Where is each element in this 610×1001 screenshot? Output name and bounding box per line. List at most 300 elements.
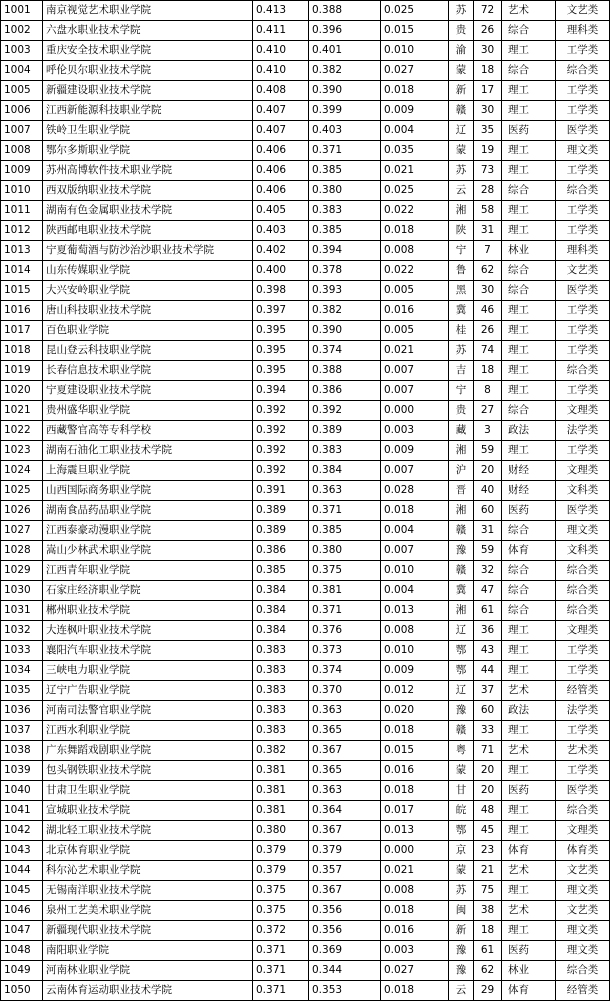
province-cell: 沪 <box>449 461 474 481</box>
subscore-b-cell: 0.009 <box>381 441 449 461</box>
school-name-cell: 北京体育职业学院 <box>43 841 253 861</box>
table-row <box>1 741 610 761</box>
type-cell: 理工 <box>502 881 556 901</box>
subscore-a-cell: 0.383 <box>309 441 381 461</box>
province-cell: 陕 <box>449 221 474 241</box>
category-cell: 文科类 <box>556 541 610 561</box>
subscore-b-cell: 0.021 <box>381 161 449 181</box>
province-rank-cell: 26 <box>474 321 502 341</box>
score-cell: 0.379 <box>253 841 309 861</box>
school-name-cell: 新疆建设职业技术学院 <box>43 81 253 101</box>
category-cell: 工学类 <box>556 41 610 61</box>
province-rank-cell: 47 <box>474 581 502 601</box>
subscore-b-cell: 0.007 <box>381 381 449 401</box>
school-name-cell: 重庆安全技术职业学院 <box>43 41 253 61</box>
category-cell: 文理类 <box>556 821 610 841</box>
province-cell: 京 <box>449 841 474 861</box>
province-rank-cell: 29 <box>474 981 502 1001</box>
score-cell: 0.410 <box>253 61 309 81</box>
table-row <box>1 861 610 881</box>
table-row <box>1 441 610 461</box>
province-rank-cell: 59 <box>474 541 502 561</box>
province-rank-cell: 7 <box>474 241 502 261</box>
type-cell: 理工 <box>502 761 556 781</box>
rank-cell: 1048 <box>1 941 43 961</box>
table-row <box>1 21 610 41</box>
score-cell: 0.392 <box>253 441 309 461</box>
province-cell: 渝 <box>449 41 474 61</box>
province-rank-cell: 20 <box>474 761 502 781</box>
score-cell: 0.395 <box>253 361 309 381</box>
score-cell: 0.375 <box>253 881 309 901</box>
score-cell: 0.371 <box>253 981 309 1001</box>
school-name-cell: 石家庄经济职业学院 <box>43 581 253 601</box>
score-cell: 0.406 <box>253 141 309 161</box>
table-row <box>1 141 610 161</box>
type-cell: 理工 <box>502 201 556 221</box>
school-name-cell: 山西国际商务职业学院 <box>43 481 253 501</box>
score-cell: 0.394 <box>253 381 309 401</box>
type-cell: 理工 <box>502 221 556 241</box>
category-cell: 综合类 <box>556 601 610 621</box>
subscore-b-cell: 0.018 <box>381 901 449 921</box>
category-cell: 工学类 <box>556 81 610 101</box>
type-cell: 理工 <box>502 441 556 461</box>
score-cell: 0.410 <box>253 41 309 61</box>
province-cell: 宁 <box>449 381 474 401</box>
subscore-a-cell: 0.383 <box>309 201 381 221</box>
table-row <box>1 521 610 541</box>
score-cell: 0.403 <box>253 221 309 241</box>
school-name-cell: 嵩山少林武术职业学院 <box>43 541 253 561</box>
subscore-a-cell: 0.376 <box>309 621 381 641</box>
category-cell: 工学类 <box>556 321 610 341</box>
table-row <box>1 561 610 581</box>
subscore-a-cell: 0.380 <box>309 181 381 201</box>
school-name-cell: 辽宁广告职业学院 <box>43 681 253 701</box>
subscore-a-cell: 0.399 <box>309 101 381 121</box>
school-name-cell: 广东舞蹈戏剧职业学院 <box>43 741 253 761</box>
province-rank-cell: 74 <box>474 341 502 361</box>
province-rank-cell: 60 <box>474 701 502 721</box>
province-rank-cell: 40 <box>474 481 502 501</box>
table-row <box>1 941 610 961</box>
province-rank-cell: 18 <box>474 61 502 81</box>
rank-cell: 1008 <box>1 141 43 161</box>
category-cell: 综合类 <box>556 361 610 381</box>
subscore-b-cell: 0.010 <box>381 41 449 61</box>
rank-cell: 1035 <box>1 681 43 701</box>
score-cell: 0.383 <box>253 661 309 681</box>
subscore-a-cell: 0.369 <box>309 941 381 961</box>
province-cell: 云 <box>449 981 474 1001</box>
rank-cell: 1038 <box>1 741 43 761</box>
subscore-a-cell: 0.382 <box>309 61 381 81</box>
subscore-a-cell: 0.392 <box>309 401 381 421</box>
type-cell: 理工 <box>502 621 556 641</box>
subscore-b-cell: 0.027 <box>381 961 449 981</box>
table-row <box>1 361 610 381</box>
rank-cell: 1010 <box>1 181 43 201</box>
type-cell: 林业 <box>502 961 556 981</box>
province-rank-cell: 43 <box>474 641 502 661</box>
school-name-cell: 郴州职业技术学院 <box>43 601 253 621</box>
subscore-a-cell: 0.365 <box>309 721 381 741</box>
score-cell: 0.413 <box>253 1 309 21</box>
table-row <box>1 321 610 341</box>
score-cell: 0.402 <box>253 241 309 261</box>
school-name-cell: 湖南食品药品职业学院 <box>43 501 253 521</box>
province-cell: 鄂 <box>449 821 474 841</box>
table-row <box>1 421 610 441</box>
subscore-a-cell: 0.374 <box>309 661 381 681</box>
subscore-a-cell: 0.388 <box>309 361 381 381</box>
score-cell: 0.384 <box>253 601 309 621</box>
type-cell: 财经 <box>502 481 556 501</box>
subscore-b-cell: 0.004 <box>381 581 449 601</box>
province-rank-cell: 44 <box>474 661 502 681</box>
province-cell: 贵 <box>449 21 474 41</box>
province-rank-cell: 26 <box>474 21 502 41</box>
rank-cell: 1039 <box>1 761 43 781</box>
school-name-cell: 鄂尔多斯职业学院 <box>43 141 253 161</box>
school-name-cell: 无锡南洋职业技术学院 <box>43 881 253 901</box>
rank-cell: 1019 <box>1 361 43 381</box>
category-cell: 工学类 <box>556 201 610 221</box>
province-cell: 辽 <box>449 621 474 641</box>
type-cell: 综合 <box>502 561 556 581</box>
province-cell: 皖 <box>449 801 474 821</box>
rank-cell: 1042 <box>1 821 43 841</box>
category-cell: 文艺类 <box>556 1 610 21</box>
school-name-cell: 江西新能源科技职业学院 <box>43 101 253 121</box>
rank-cell: 1015 <box>1 281 43 301</box>
rank-cell: 1024 <box>1 461 43 481</box>
category-cell: 综合类 <box>556 181 610 201</box>
score-cell: 0.379 <box>253 861 309 881</box>
table-row <box>1 81 610 101</box>
score-cell: 0.406 <box>253 161 309 181</box>
score-cell: 0.383 <box>253 681 309 701</box>
type-cell: 综合 <box>502 401 556 421</box>
rank-cell: 1013 <box>1 241 43 261</box>
subscore-a-cell: 0.344 <box>309 961 381 981</box>
school-name-cell: 山东传媒职业学院 <box>43 261 253 281</box>
school-name-cell: 百色职业学院 <box>43 321 253 341</box>
subscore-b-cell: 0.016 <box>381 921 449 941</box>
province-rank-cell: 62 <box>474 261 502 281</box>
subscore-a-cell: 0.374 <box>309 341 381 361</box>
category-cell: 文艺类 <box>556 261 610 281</box>
table-row <box>1 121 610 141</box>
type-cell: 理工 <box>502 721 556 741</box>
type-cell: 综合 <box>502 581 556 601</box>
province-cell: 闽 <box>449 901 474 921</box>
rank-cell: 1011 <box>1 201 43 221</box>
school-name-cell: 湖北轻工职业技术学院 <box>43 821 253 841</box>
province-cell: 豫 <box>449 941 474 961</box>
type-cell: 财经 <box>502 461 556 481</box>
rank-cell: 1029 <box>1 561 43 581</box>
school-name-cell: 江西水利职业学院 <box>43 721 253 741</box>
table-row <box>1 541 610 561</box>
school-name-cell: 科尔沁艺术职业学院 <box>43 861 253 881</box>
subscore-b-cell: 0.000 <box>381 841 449 861</box>
table-row <box>1 641 610 661</box>
type-cell: 综合 <box>502 21 556 41</box>
category-cell: 综合类 <box>556 961 610 981</box>
table-row <box>1 481 610 501</box>
school-name-cell: 贵州盛华职业学院 <box>43 401 253 421</box>
province-rank-cell: 38 <box>474 901 502 921</box>
table-row <box>1 601 610 621</box>
province-cell: 新 <box>449 921 474 941</box>
rank-cell: 1049 <box>1 961 43 981</box>
rank-cell: 1021 <box>1 401 43 421</box>
category-cell: 文理类 <box>556 461 610 481</box>
school-name-cell: 南京视觉艺术职业学院 <box>43 1 253 21</box>
subscore-b-cell: 0.013 <box>381 821 449 841</box>
category-cell: 理科类 <box>556 21 610 41</box>
rank-cell: 1016 <box>1 301 43 321</box>
subscore-b-cell: 0.009 <box>381 661 449 681</box>
subscore-b-cell: 0.018 <box>381 721 449 741</box>
score-cell: 0.407 <box>253 101 309 121</box>
school-name-cell: 襄阳汽车职业技术学院 <box>43 641 253 661</box>
type-cell: 理工 <box>502 661 556 681</box>
province-cell: 冀 <box>449 301 474 321</box>
province-cell: 鄂 <box>449 641 474 661</box>
subscore-b-cell: 0.018 <box>381 981 449 1001</box>
score-cell: 0.383 <box>253 701 309 721</box>
type-cell: 理工 <box>502 801 556 821</box>
subscore-b-cell: 0.008 <box>381 881 449 901</box>
province-cell: 赣 <box>449 521 474 541</box>
subscore-b-cell: 0.025 <box>381 181 449 201</box>
rank-cell: 1020 <box>1 381 43 401</box>
table-row <box>1 461 610 481</box>
province-cell: 蒙 <box>449 861 474 881</box>
province-rank-cell: 30 <box>474 281 502 301</box>
province-rank-cell: 46 <box>474 301 502 321</box>
subscore-a-cell: 0.388 <box>309 1 381 21</box>
school-name-cell: 宣城职业技术学院 <box>43 801 253 821</box>
subscore-a-cell: 0.385 <box>309 161 381 181</box>
province-rank-cell: 3 <box>474 421 502 441</box>
type-cell: 综合 <box>502 521 556 541</box>
province-cell: 藏 <box>449 421 474 441</box>
province-cell: 宁 <box>449 241 474 261</box>
province-cell: 蒙 <box>449 761 474 781</box>
type-cell: 理工 <box>502 301 556 321</box>
type-cell: 综合 <box>502 61 556 81</box>
province-cell: 苏 <box>449 161 474 181</box>
school-name-cell: 湖南石油化工职业技术学院 <box>43 441 253 461</box>
province-cell: 赣 <box>449 101 474 121</box>
category-cell: 文理类 <box>556 621 610 641</box>
school-name-cell: 六盘水职业技术学院 <box>43 21 253 41</box>
category-cell: 医学类 <box>556 281 610 301</box>
province-rank-cell: 18 <box>474 921 502 941</box>
subscore-a-cell: 0.357 <box>309 861 381 881</box>
subscore-a-cell: 0.363 <box>309 781 381 801</box>
province-cell: 湘 <box>449 201 474 221</box>
table-row <box>1 301 610 321</box>
type-cell: 理工 <box>502 341 556 361</box>
score-cell: 0.385 <box>253 561 309 581</box>
school-name-cell: 江西泰豪动漫职业学院 <box>43 521 253 541</box>
rank-cell: 1044 <box>1 861 43 881</box>
province-rank-cell: 36 <box>474 621 502 641</box>
province-rank-cell: 30 <box>474 101 502 121</box>
province-rank-cell: 32 <box>474 561 502 581</box>
score-cell: 0.383 <box>253 721 309 741</box>
rank-cell: 1006 <box>1 101 43 121</box>
category-cell: 综合类 <box>556 61 610 81</box>
subscore-b-cell: 0.035 <box>381 141 449 161</box>
province-cell: 蒙 <box>449 61 474 81</box>
score-cell: 0.411 <box>253 21 309 41</box>
category-cell: 法学类 <box>556 421 610 441</box>
province-cell: 辽 <box>449 121 474 141</box>
score-cell: 0.386 <box>253 541 309 561</box>
score-cell: 0.375 <box>253 901 309 921</box>
subscore-a-cell: 0.403 <box>309 121 381 141</box>
province-rank-cell: 58 <box>474 201 502 221</box>
rank-cell: 1027 <box>1 521 43 541</box>
type-cell: 理工 <box>502 101 556 121</box>
subscore-a-cell: 0.390 <box>309 321 381 341</box>
type-cell: 综合 <box>502 261 556 281</box>
type-cell: 体育 <box>502 841 556 861</box>
score-cell: 0.381 <box>253 761 309 781</box>
province-cell: 冀 <box>449 581 474 601</box>
rank-cell: 1045 <box>1 881 43 901</box>
province-rank-cell: 18 <box>474 361 502 381</box>
score-cell: 0.371 <box>253 941 309 961</box>
province-cell: 云 <box>449 181 474 201</box>
school-name-cell: 西双版纳职业技术学院 <box>43 181 253 201</box>
subscore-b-cell: 0.027 <box>381 61 449 81</box>
category-cell: 工学类 <box>556 721 610 741</box>
table-row <box>1 261 610 281</box>
type-cell: 综合 <box>502 281 556 301</box>
province-rank-cell: 19 <box>474 141 502 161</box>
type-cell: 医药 <box>502 501 556 521</box>
province-rank-cell: 73 <box>474 161 502 181</box>
school-name-cell: 宁夏建设职业技术学院 <box>43 381 253 401</box>
province-cell: 苏 <box>449 341 474 361</box>
score-cell: 0.382 <box>253 741 309 761</box>
table-row <box>1 1 610 21</box>
type-cell: 理工 <box>502 41 556 61</box>
category-cell: 医学类 <box>556 121 610 141</box>
subscore-a-cell: 0.389 <box>309 421 381 441</box>
subscore-b-cell: 0.007 <box>381 461 449 481</box>
type-cell: 理工 <box>502 821 556 841</box>
subscore-a-cell: 0.378 <box>309 261 381 281</box>
subscore-b-cell: 0.018 <box>381 221 449 241</box>
subscore-b-cell: 0.028 <box>381 481 449 501</box>
score-cell: 0.384 <box>253 621 309 641</box>
subscore-a-cell: 0.386 <box>309 381 381 401</box>
table-row <box>1 781 610 801</box>
table-row <box>1 621 610 641</box>
table-row <box>1 801 610 821</box>
province-rank-cell: 35 <box>474 121 502 141</box>
category-cell: 综合类 <box>556 801 610 821</box>
table-row <box>1 241 610 261</box>
province-cell: 湘 <box>449 501 474 521</box>
province-cell: 豫 <box>449 701 474 721</box>
rank-cell: 1018 <box>1 341 43 361</box>
type-cell: 艺术 <box>502 901 556 921</box>
school-name-cell: 南阳职业学院 <box>43 941 253 961</box>
score-cell: 0.408 <box>253 81 309 101</box>
subscore-b-cell: 0.022 <box>381 261 449 281</box>
subscore-a-cell: 0.401 <box>309 41 381 61</box>
subscore-a-cell: 0.364 <box>309 801 381 821</box>
table-row <box>1 201 610 221</box>
school-name-cell: 包头钢铁职业技术学院 <box>43 761 253 781</box>
ranking-table-body <box>1 1 610 1001</box>
table-row <box>1 901 610 921</box>
school-name-cell: 甘肃卫生职业学院 <box>43 781 253 801</box>
school-name-cell: 泉州工艺美术职业学院 <box>43 901 253 921</box>
rank-cell: 1023 <box>1 441 43 461</box>
subscore-a-cell: 0.365 <box>309 761 381 781</box>
province-rank-cell: 31 <box>474 221 502 241</box>
rank-cell: 1017 <box>1 321 43 341</box>
subscore-a-cell: 0.381 <box>309 581 381 601</box>
subscore-b-cell: 0.013 <box>381 601 449 621</box>
score-cell: 0.395 <box>253 321 309 341</box>
table-row <box>1 821 610 841</box>
subscore-b-cell: 0.022 <box>381 201 449 221</box>
school-name-cell: 苏州高博软件技术职业学院 <box>43 161 253 181</box>
table-row <box>1 221 610 241</box>
subscore-b-cell: 0.020 <box>381 701 449 721</box>
rank-cell: 1028 <box>1 541 43 561</box>
category-cell: 工学类 <box>556 661 610 681</box>
province-cell: 豫 <box>449 961 474 981</box>
type-cell: 政法 <box>502 421 556 441</box>
table-row <box>1 381 610 401</box>
province-cell: 豫 <box>449 541 474 561</box>
table-row <box>1 841 610 861</box>
table-row <box>1 961 610 981</box>
subscore-b-cell: 0.004 <box>381 121 449 141</box>
subscore-b-cell: 0.010 <box>381 561 449 581</box>
subscore-b-cell: 0.021 <box>381 341 449 361</box>
category-cell: 综合类 <box>556 561 610 581</box>
subscore-b-cell: 0.017 <box>381 801 449 821</box>
subscore-b-cell: 0.000 <box>381 401 449 421</box>
type-cell: 体育 <box>502 541 556 561</box>
category-cell: 理文类 <box>556 881 610 901</box>
province-cell: 晋 <box>449 481 474 501</box>
category-cell: 工学类 <box>556 641 610 661</box>
rank-cell: 1046 <box>1 901 43 921</box>
type-cell: 医药 <box>502 781 556 801</box>
school-name-cell: 唐山科技职业技术学院 <box>43 301 253 321</box>
school-name-cell: 大连枫叶职业技术学院 <box>43 621 253 641</box>
table-row <box>1 341 610 361</box>
province-cell: 湘 <box>449 601 474 621</box>
table-row <box>1 161 610 181</box>
category-cell: 法学类 <box>556 701 610 721</box>
subscore-b-cell: 0.018 <box>381 81 449 101</box>
